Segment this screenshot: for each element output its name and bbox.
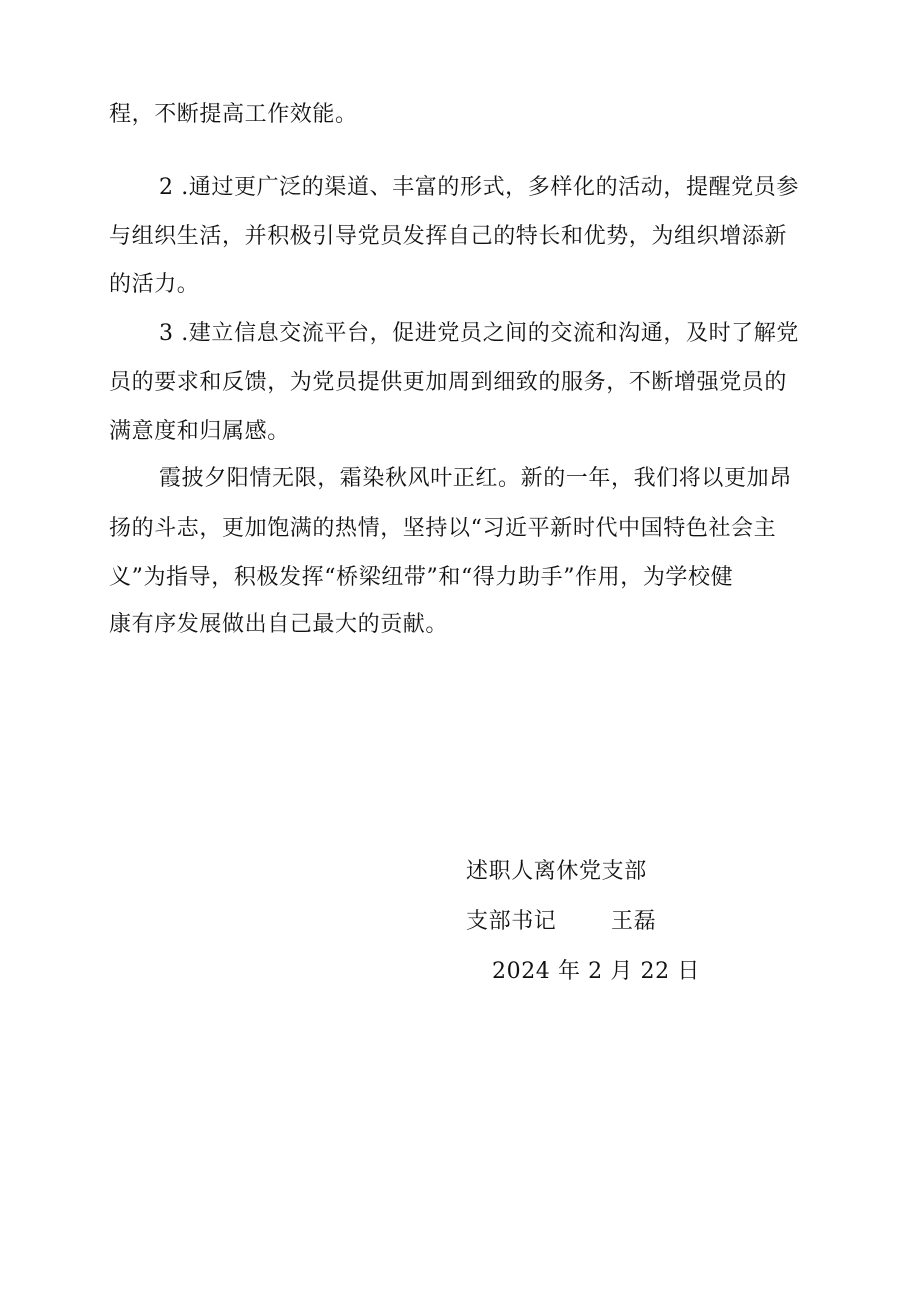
- paragraph-line: 义”为指导，积极发挥“桥梁纽带”和“得力助手”作用，为学校健: [109, 565, 734, 590]
- paragraph-line: 的活力。: [109, 272, 200, 297]
- paragraph-line: 康有序发展做出自己最大的贡献。: [109, 612, 449, 637]
- paragraph-line: 程，不断提高工作效能。: [109, 102, 358, 127]
- paragraph-line: 满意度和归属感。: [109, 419, 290, 444]
- paragraph-line: 员的要求和反馈，为党员提供更加周到细致的服务，不断增强党员的: [109, 370, 788, 395]
- paragraph-line: 扬的斗志，更加饱满的热情，坚持以“习近平新时代中国特色社会主: [109, 516, 777, 541]
- paragraph-line: 3 .建立信息交流平台，促进党员之间的交流和沟通，及时了解党: [159, 321, 799, 346]
- paragraph-line: 与组织生活，并积极引导党员发挥自己的特长和优势，为组织增添新: [109, 224, 788, 249]
- signature-date: 2024 年 2 月 22 日: [492, 959, 700, 984]
- signature-name: 王磊: [611, 909, 657, 934]
- signature-title: 支部书记: [466, 909, 557, 934]
- paragraph-line: 2 .通过更广泛的渠道、丰富的形式，多样化的活动，提醒党员参: [159, 175, 799, 200]
- signature-reporter: 述职人离休党支部: [466, 859, 647, 884]
- paragraph-line: 霞披夕阳情无限，霜染秋风叶正红。新的一年，我们将以更加昂: [159, 466, 792, 491]
